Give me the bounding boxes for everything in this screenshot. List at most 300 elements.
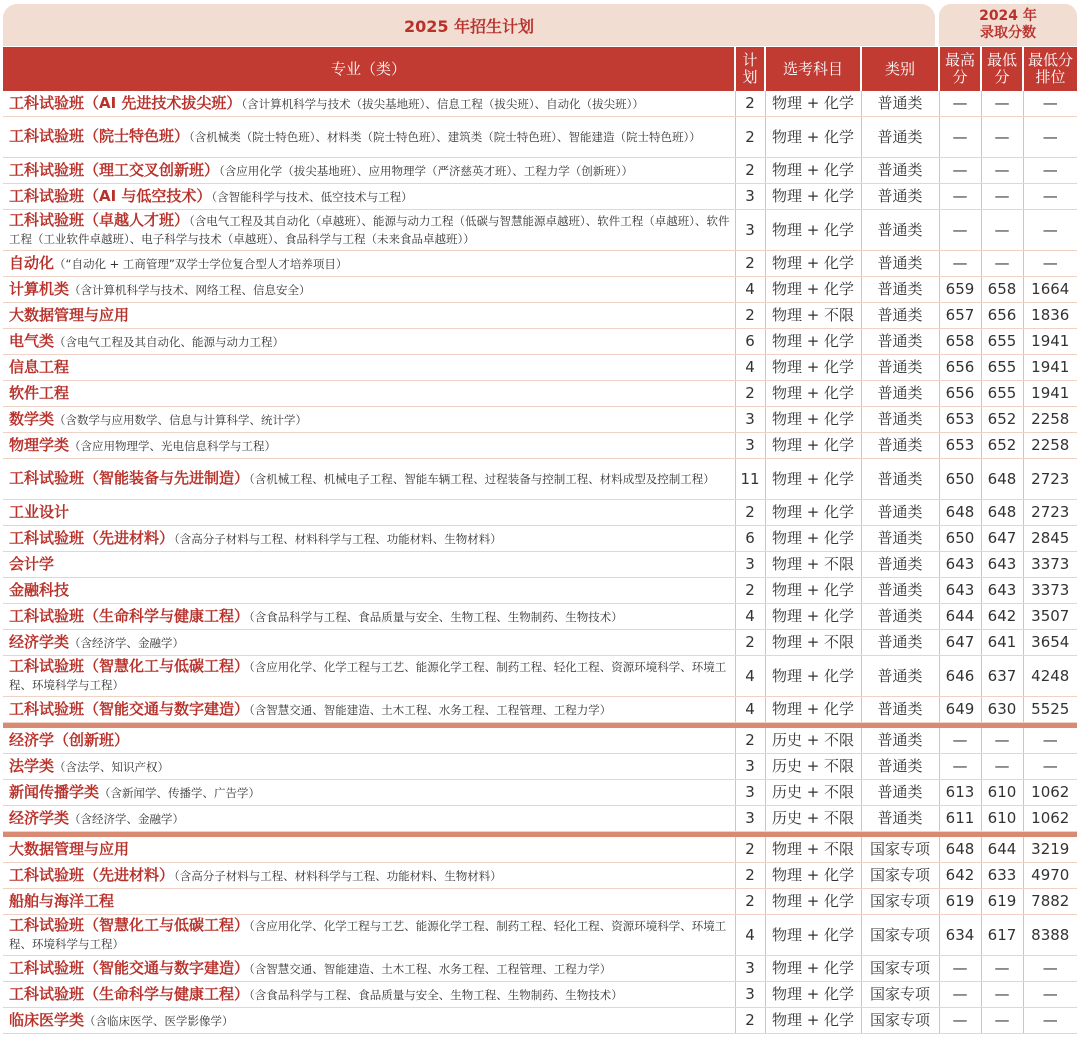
table-row — [3, 552, 1077, 578]
cell-plan: 2 — [735, 500, 765, 526]
table-row — [3, 433, 1077, 459]
cell-category: 普通类 — [861, 459, 939, 500]
cell-plan: 2 — [735, 117, 765, 158]
cell-min-score: — — [981, 956, 1023, 982]
major-note: （含经济学、金融学） — [69, 811, 185, 826]
cell-plan: 2 — [735, 158, 765, 184]
cell-max-score: 653 — [939, 433, 981, 459]
cell-max-score: — — [939, 982, 981, 1008]
table-row — [3, 728, 1077, 754]
major-name: 工科试验班（卓越人才班） — [9, 211, 190, 229]
major-name: 会计学 — [9, 555, 55, 573]
cell-max-score: — — [939, 1008, 981, 1034]
cell-major — [3, 780, 735, 806]
major-name: 软件工程 — [9, 384, 70, 402]
cell-min-score: — — [981, 184, 1023, 210]
cell-category: 普通类 — [861, 552, 939, 578]
cell-min-rank: — — [1023, 184, 1077, 210]
cell-subjects: 物理 + 化学 — [765, 117, 861, 158]
cell-category: 普通类 — [861, 630, 939, 656]
col-major: 专业（类） — [3, 47, 735, 91]
cell-subjects: 物理 + 化学 — [765, 500, 861, 526]
cell-plan: 4 — [735, 656, 765, 697]
cell-max-score: 611 — [939, 806, 981, 832]
major-note: （含高分子材料与工程、材料科学与工程、功能材料、生物材料） — [174, 531, 502, 546]
cell-subjects: 物理 + 不限 — [765, 552, 861, 578]
major-name: 工业设计 — [9, 503, 70, 521]
cell-min-rank: — — [1023, 982, 1077, 1008]
cell-min-rank: 1941 — [1023, 329, 1077, 355]
major-note: （含电气工程及其自动化、能源与动力工程） — [54, 334, 285, 349]
major-name: 船舶与海洋工程 — [9, 892, 115, 910]
major-name: 工科试验班（智能交通与数字建造） — [9, 699, 250, 718]
cell-subjects: 物理 + 化学 — [765, 91, 861, 117]
cell-major — [3, 117, 735, 158]
cell-major — [3, 863, 735, 889]
cell-min-rank: 1941 — [1023, 381, 1077, 407]
cell-min-score: 652 — [981, 407, 1023, 433]
cell-min-rank: 2723 — [1023, 459, 1077, 500]
major-name: 物理学类 — [9, 435, 70, 454]
cell-min-rank: — — [1023, 210, 1077, 251]
table-row — [3, 837, 1077, 863]
cell-min-rank: 3507 — [1023, 604, 1077, 630]
cell-category: 普通类 — [861, 806, 939, 832]
col-min-rank-label: 最低分排位 — [1027, 51, 1073, 86]
col-max-score-label: 最高分 — [944, 51, 975, 86]
cell-subjects: 物理 + 化学 — [765, 697, 861, 723]
cell-category: 普通类 — [861, 656, 939, 697]
cell-plan: 4 — [735, 277, 765, 303]
cell-major — [3, 355, 735, 381]
cell-min-score: 637 — [981, 656, 1023, 697]
major-note: （含计算机科学与技术、网络工程、信息安全） — [69, 282, 311, 297]
cell-subjects: 物理 + 化学 — [765, 889, 861, 915]
cell-min-score: 648 — [981, 500, 1023, 526]
table-row — [3, 500, 1077, 526]
cell-category: 普通类 — [861, 158, 939, 184]
cell-plan: 4 — [735, 915, 765, 956]
cell-category: 普通类 — [861, 728, 939, 754]
table-row — [3, 329, 1077, 355]
cell-min-score: 610 — [981, 780, 1023, 806]
cell-max-score: 613 — [939, 780, 981, 806]
table-row — [3, 303, 1077, 329]
table-row — [3, 754, 1077, 780]
cell-category: 普通类 — [861, 780, 939, 806]
table-row — [3, 381, 1077, 407]
cell-subjects: 物理 + 不限 — [765, 630, 861, 656]
major-note: （含应用物理学、光电信息科学与工程） — [69, 438, 277, 453]
cell-min-rank: — — [1023, 117, 1077, 158]
cell-subjects: 物理 + 化学 — [765, 355, 861, 381]
cell-min-rank: 4970 — [1023, 863, 1077, 889]
cell-category: 普通类 — [861, 355, 939, 381]
cell-category: 普通类 — [861, 500, 939, 526]
major-note: （含临床医学、医学影像学） — [84, 1013, 234, 1028]
cell-category: 国家专项 — [861, 837, 939, 863]
cell-category: 普通类 — [861, 604, 939, 630]
col-max-score — [939, 47, 981, 91]
cell-major — [3, 91, 735, 117]
cell-min-score: 610 — [981, 806, 1023, 832]
cell-category: 国家专项 — [861, 1008, 939, 1034]
cell-category: 普通类 — [861, 697, 939, 723]
cell-min-score: 619 — [981, 889, 1023, 915]
major-note: （含食品科学与工程、食品质量与安全、生物工程、生物制药、生物技术） — [249, 987, 623, 1002]
cell-min-rank: 3373 — [1023, 578, 1077, 604]
cell-subjects: 物理 + 化学 — [765, 1008, 861, 1034]
cell-plan: 2 — [735, 630, 765, 656]
table-row — [3, 526, 1077, 552]
cell-min-score: — — [981, 210, 1023, 251]
cell-major — [3, 697, 735, 723]
cell-min-rank: 2258 — [1023, 407, 1077, 433]
cell-major — [3, 433, 735, 459]
cell-major — [3, 184, 735, 210]
cell-major — [3, 459, 735, 500]
cell-category: 普通类 — [861, 329, 939, 355]
cell-min-rank: 3219 — [1023, 837, 1077, 863]
major-name: 计算机类 — [9, 279, 70, 298]
major-name: 工科试验班（院士特色班） — [9, 127, 190, 145]
cell-major — [3, 915, 735, 956]
major-name: 经济学（创新班） — [9, 731, 130, 749]
cell-max-score: 642 — [939, 863, 981, 889]
col-plan — [735, 47, 765, 91]
major-note: （含应用化学、化学工程与工艺、能源化学工程、制药工程、轻化工程、资源环境科学、环境工程、环境科学与工程） — [9, 660, 727, 692]
major-note: （含经济学、金融学） — [69, 635, 185, 650]
cell-min-score: — — [981, 91, 1023, 117]
cell-major — [3, 329, 735, 355]
major-note: （含智慧交通、智能建造、土木工程、水务工程、工程管理、工程力学） — [249, 702, 612, 717]
cell-plan: 6 — [735, 526, 765, 552]
cell-subjects: 物理 + 化学 — [765, 982, 861, 1008]
cell-min-score: 655 — [981, 355, 1023, 381]
cell-min-score: 644 — [981, 837, 1023, 863]
cell-subjects: 历史 + 不限 — [765, 754, 861, 780]
cell-category: 普通类 — [861, 91, 939, 117]
major-name: 新闻传播学类 — [9, 782, 100, 801]
major-name: 工科试验班（理工交叉创新班） — [9, 160, 220, 179]
cell-category: 国家专项 — [861, 889, 939, 915]
table-row — [3, 889, 1077, 915]
major-note: （含电气工程及其自动化（卓越班）、能源与动力工程（低碳与智慧能源卓越班）、软件工程（卓越班）、软件工程（工业软件卓越班）、电子科学与技术（卓越班）、食品科学与工程（未来食品卓越班）） — [9, 214, 730, 246]
cell-subjects: 物理 + 不限 — [765, 303, 861, 329]
cell-plan: 3 — [735, 433, 765, 459]
cell-max-score: — — [939, 251, 981, 277]
cell-category: 国家专项 — [861, 915, 939, 956]
cell-major — [3, 656, 735, 697]
cell-min-rank: 1062 — [1023, 780, 1077, 806]
cell-category: 普通类 — [861, 303, 939, 329]
major-name: 数学类 — [9, 409, 55, 428]
cell-subjects: 历史 + 不限 — [765, 728, 861, 754]
cell-min-score: 630 — [981, 697, 1023, 723]
table-row — [3, 158, 1077, 184]
major-note: （含计算机科学与技术（拔尖基地班）、信息工程（拔尖班）、自动化（拔尖班）） — [241, 96, 644, 111]
cell-plan: 2 — [735, 837, 765, 863]
col-min-rank — [1023, 47, 1077, 91]
cell-major — [3, 889, 735, 915]
cell-min-score: 647 — [981, 526, 1023, 552]
cell-major — [3, 303, 735, 329]
major-name: 电气类 — [9, 331, 55, 350]
table-row — [3, 459, 1077, 500]
cell-min-score: 658 — [981, 277, 1023, 303]
cell-max-score: — — [939, 184, 981, 210]
cell-min-rank: 7882 — [1023, 889, 1077, 915]
cell-plan: 2 — [735, 728, 765, 754]
major-note: （含应用化学（拔尖基地班）、应用物理学（严济慈英才班）、工程力学（创新班）） — [219, 163, 634, 178]
cell-min-score: 641 — [981, 630, 1023, 656]
cell-min-rank: 2845 — [1023, 526, 1077, 552]
cell-plan: 3 — [735, 184, 765, 210]
table-row — [3, 656, 1077, 697]
cell-plan: 3 — [735, 754, 765, 780]
cell-min-rank: 3373 — [1023, 552, 1077, 578]
cell-category: 普通类 — [861, 210, 939, 251]
major-name: 经济学类 — [9, 632, 70, 651]
cell-major — [3, 604, 735, 630]
major-note: （含食品科学与工程、食品质量与安全、生物工程、生物制药、生物技术） — [249, 609, 623, 624]
table-row — [3, 117, 1077, 158]
plan-header — [3, 4, 935, 46]
cell-major — [3, 381, 735, 407]
major-name: 工科试验班（智慧化工与低碳工程） — [9, 657, 250, 675]
cell-subjects: 物理 + 化学 — [765, 915, 861, 956]
major-name: 工科试验班（智能装备与先进制造） — [9, 469, 250, 487]
cell-subjects: 物理 + 化学 — [765, 184, 861, 210]
cell-min-rank: — — [1023, 1008, 1077, 1034]
col-subjects: 选考科目 — [765, 47, 861, 91]
cell-plan: 3 — [735, 780, 765, 806]
major-note: （含智能科学与技术、低空技术与工程） — [211, 189, 413, 204]
table-body — [3, 91, 1077, 1034]
cell-plan: 2 — [735, 1008, 765, 1034]
cell-min-score: 655 — [981, 329, 1023, 355]
cell-plan: 2 — [735, 381, 765, 407]
cell-max-score: 658 — [939, 329, 981, 355]
cell-subjects: 物理 + 化学 — [765, 956, 861, 982]
table-row — [3, 697, 1077, 723]
cell-plan: 4 — [735, 604, 765, 630]
cell-category: 普通类 — [861, 754, 939, 780]
cell-category: 国家专项 — [861, 863, 939, 889]
cell-min-score: — — [981, 728, 1023, 754]
cell-plan: 4 — [735, 697, 765, 723]
cell-max-score: 643 — [939, 578, 981, 604]
table-row — [3, 407, 1077, 433]
cell-subjects: 物理 + 化学 — [765, 381, 861, 407]
major-note: （含新闻学、传播学、广告学） — [99, 785, 261, 800]
cell-subjects: 物理 + 化学 — [765, 277, 861, 303]
cell-max-score: — — [939, 956, 981, 982]
major-name: 金融科技 — [9, 581, 70, 599]
cell-category: 普通类 — [861, 251, 939, 277]
cell-min-rank: — — [1023, 754, 1077, 780]
major-note: （含智慧交通、智能建造、土木工程、水务工程、工程管理、工程力学） — [249, 961, 612, 976]
cell-min-score: — — [981, 117, 1023, 158]
table-row — [3, 91, 1077, 117]
cell-major — [3, 210, 735, 251]
col-category: 类别 — [861, 47, 939, 91]
cell-plan: 4 — [735, 355, 765, 381]
cell-major — [3, 806, 735, 832]
cell-min-score: 633 — [981, 863, 1023, 889]
cell-plan: 2 — [735, 889, 765, 915]
table-row — [3, 277, 1077, 303]
cell-category: 普通类 — [861, 433, 939, 459]
table-row — [3, 982, 1077, 1008]
cell-major — [3, 500, 735, 526]
cell-min-score: — — [981, 251, 1023, 277]
cell-max-score: — — [939, 158, 981, 184]
cell-major — [3, 982, 735, 1008]
cell-min-rank: 3654 — [1023, 630, 1077, 656]
cell-plan: 3 — [735, 806, 765, 832]
cell-category: 普通类 — [861, 117, 939, 158]
major-name: 大数据管理与应用 — [9, 840, 130, 858]
cell-max-score: 657 — [939, 303, 981, 329]
cell-max-score: 643 — [939, 552, 981, 578]
major-name: 工科试验班（AI 与低空技术） — [9, 186, 212, 205]
cell-min-score: 648 — [981, 459, 1023, 500]
cell-plan: 2 — [735, 91, 765, 117]
cell-plan: 3 — [735, 982, 765, 1008]
major-name: 工科试验班（生命科学与健康工程） — [9, 606, 250, 625]
major-name: 工科试验班（AI 先进技术拔尖班） — [9, 93, 242, 112]
score-title-line1: 2024 年 — [979, 8, 1037, 24]
cell-max-score: — — [939, 91, 981, 117]
cell-max-score: 648 — [939, 837, 981, 863]
cell-max-score: 634 — [939, 915, 981, 956]
cell-major — [3, 728, 735, 754]
major-note: （含应用化学、化学工程与工艺、能源化学工程、制药工程、轻化工程、资源环境科学、环境工程、环境科学与工程） — [9, 919, 727, 951]
major-name: 大数据管理与应用 — [9, 306, 130, 324]
cell-min-score: 656 — [981, 303, 1023, 329]
cell-max-score: — — [939, 117, 981, 158]
col-min-score — [981, 47, 1023, 91]
cell-subjects: 历史 + 不限 — [765, 780, 861, 806]
major-note: （含高分子材料与工程、材料科学与工程、功能材料、生物材料） — [174, 868, 502, 883]
cell-plan: 3 — [735, 956, 765, 982]
cell-major — [3, 956, 735, 982]
cell-plan: 2 — [735, 251, 765, 277]
score-title-line2: 录取分数 — [980, 25, 1036, 41]
cell-min-rank: 4248 — [1023, 656, 1077, 697]
table-row — [3, 355, 1077, 381]
cell-min-score: 652 — [981, 433, 1023, 459]
table-row — [3, 210, 1077, 251]
cell-major — [3, 552, 735, 578]
cell-plan: 3 — [735, 210, 765, 251]
cell-subjects: 物理 + 化学 — [765, 459, 861, 500]
cell-min-rank: 1062 — [1023, 806, 1077, 832]
cell-min-rank: 1664 — [1023, 277, 1077, 303]
cell-category: 国家专项 — [861, 956, 939, 982]
major-name: 工科试验班（生命科学与健康工程） — [9, 984, 250, 1003]
cell-max-score: — — [939, 210, 981, 251]
cell-min-rank: — — [1023, 956, 1077, 982]
cell-major — [3, 277, 735, 303]
table-row — [3, 251, 1077, 277]
cell-category: 普通类 — [861, 184, 939, 210]
cell-min-score: — — [981, 754, 1023, 780]
table-row — [3, 806, 1077, 832]
cell-max-score: 646 — [939, 656, 981, 697]
cell-subjects: 物理 + 化学 — [765, 210, 861, 251]
cell-min-rank: 8388 — [1023, 915, 1077, 956]
cell-plan: 3 — [735, 552, 765, 578]
cell-max-score: 656 — [939, 381, 981, 407]
cell-category: 国家专项 — [861, 982, 939, 1008]
col-min-score-label: 最低分 — [986, 51, 1017, 86]
table-row — [3, 863, 1077, 889]
table-row — [3, 956, 1077, 982]
cell-subjects: 物理 + 化学 — [765, 604, 861, 630]
cell-subjects: 物理 + 化学 — [765, 526, 861, 552]
cell-max-score: 647 — [939, 630, 981, 656]
cell-subjects: 物理 + 化学 — [765, 863, 861, 889]
cell-max-score: — — [939, 754, 981, 780]
admission-table — [3, 47, 1077, 1034]
cell-min-score: 643 — [981, 552, 1023, 578]
cell-plan: 2 — [735, 863, 765, 889]
cell-min-score: 643 — [981, 578, 1023, 604]
table-header — [3, 47, 1077, 91]
cell-max-score: 650 — [939, 526, 981, 552]
cell-max-score: 656 — [939, 355, 981, 381]
major-note: （“自动化 + 工商管理”双学士学位复合型人才培养项目） — [54, 256, 348, 271]
major-name: 自动化 — [9, 253, 55, 272]
cell-plan: 2 — [735, 303, 765, 329]
cell-category: 普通类 — [861, 381, 939, 407]
cell-min-rank: 2723 — [1023, 500, 1077, 526]
cell-major — [3, 578, 735, 604]
cell-min-rank: 2258 — [1023, 433, 1077, 459]
cell-category: 普通类 — [861, 407, 939, 433]
cell-major — [3, 407, 735, 433]
major-note: （含机械工程、机械电子工程、智能车辆工程、过程装备与控制工程、材料成型及控制工程） — [249, 472, 715, 486]
cell-max-score: 644 — [939, 604, 981, 630]
cell-category: 普通类 — [861, 277, 939, 303]
score-header — [939, 4, 1077, 46]
cell-min-rank: 1941 — [1023, 355, 1077, 381]
major-name: 临床医学类 — [9, 1010, 85, 1029]
major-name: 法学类 — [9, 756, 55, 775]
table-row — [3, 578, 1077, 604]
cell-min-rank: — — [1023, 728, 1077, 754]
cell-subjects: 物理 + 化学 — [765, 578, 861, 604]
cell-subjects: 物理 + 化学 — [765, 433, 861, 459]
cell-max-score: 650 — [939, 459, 981, 500]
cell-min-rank: 1836 — [1023, 303, 1077, 329]
cell-min-score: 655 — [981, 381, 1023, 407]
cell-min-score: 642 — [981, 604, 1023, 630]
cell-min-rank: — — [1023, 251, 1077, 277]
cell-major — [3, 251, 735, 277]
cell-subjects: 物理 + 化学 — [765, 158, 861, 184]
major-name: 工科试验班（先进材料） — [9, 865, 175, 884]
major-note: （含数学与应用数学、信息与计算科学、统计学） — [54, 412, 308, 427]
cell-min-score: 617 — [981, 915, 1023, 956]
table-row — [3, 915, 1077, 956]
table-row — [3, 630, 1077, 656]
major-note: （含机械类（院士特色班）、材料类（院士特色班）、建筑类（院士特色班）、智能建造（院士特色班）） — [189, 130, 701, 144]
cell-subjects: 物理 + 化学 — [765, 329, 861, 355]
plan-title: 2025 年招生计划 — [403, 16, 535, 36]
